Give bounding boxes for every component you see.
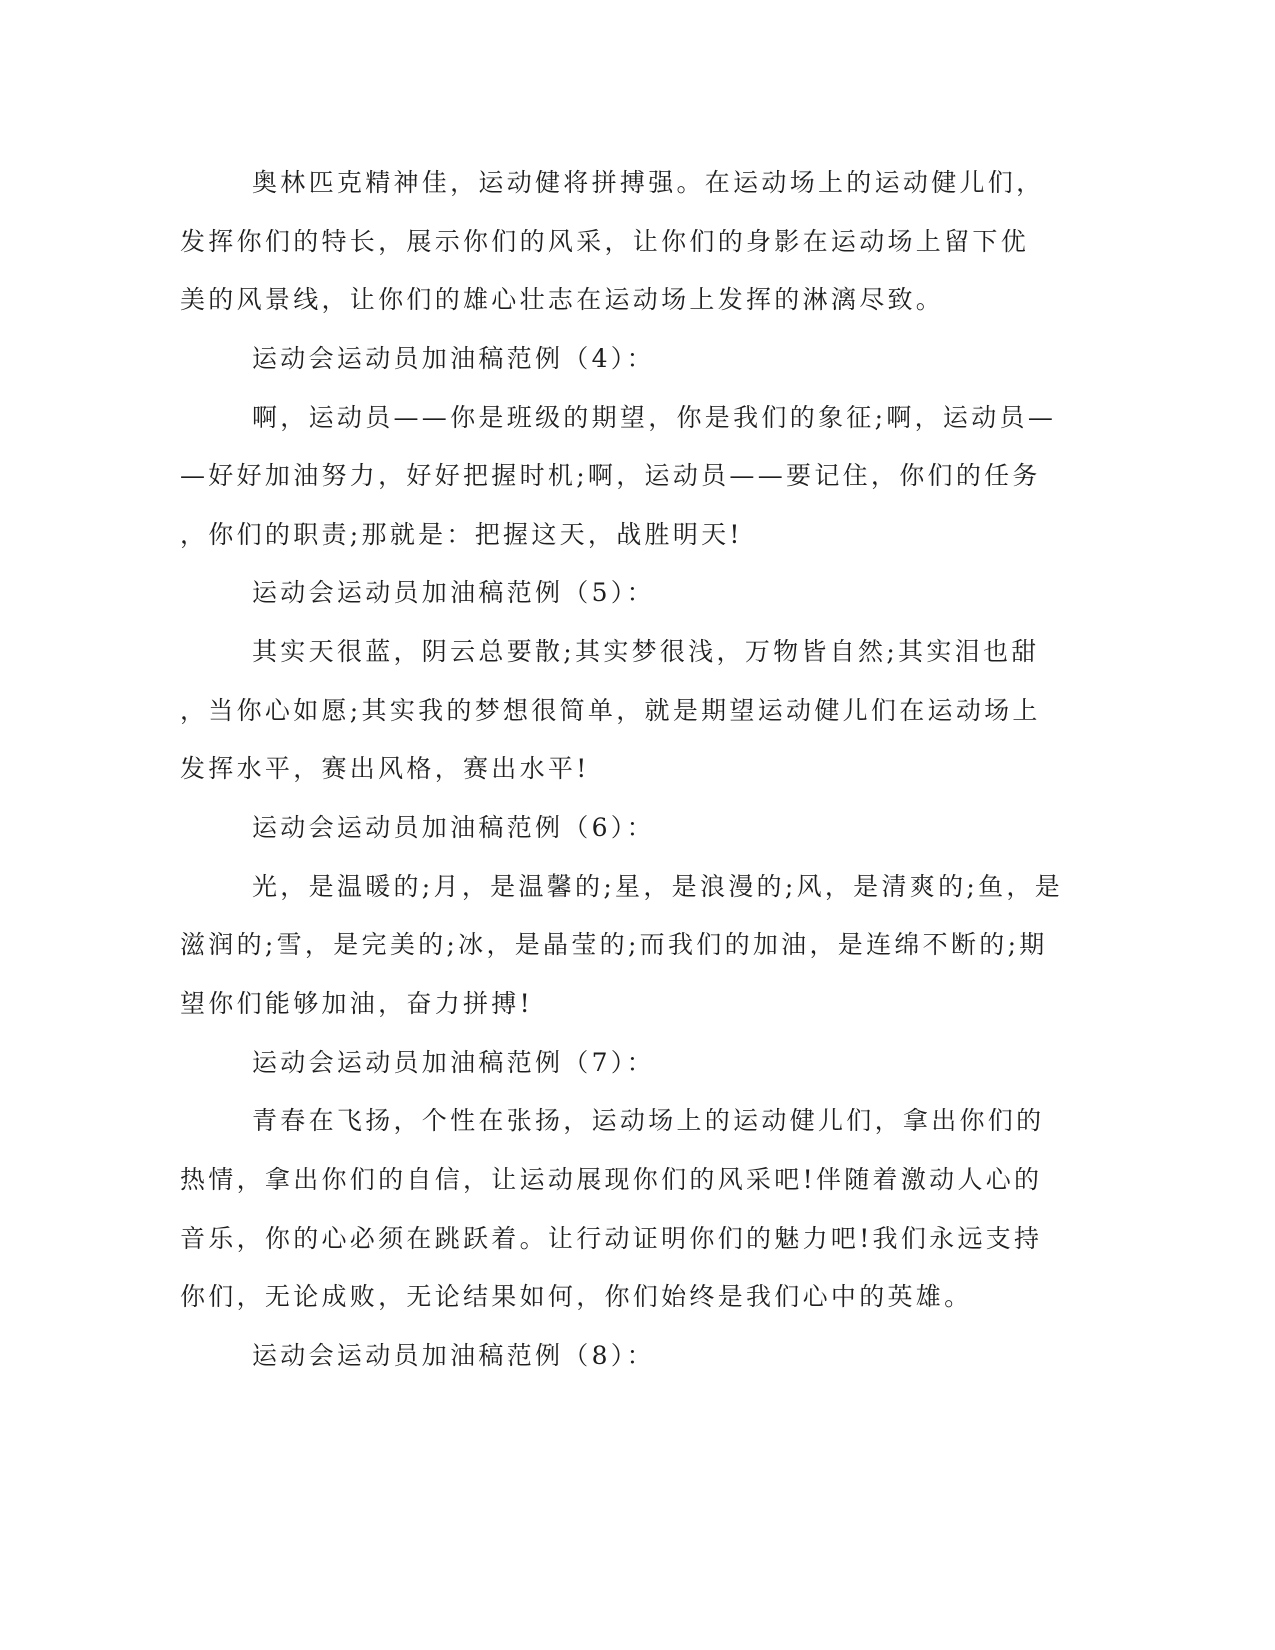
example-paragraph	[180, 1092, 1080, 1327]
text-line: ，当你心如愿;其实我的梦想很简单，就是期望运动健儿们在运动场上	[180, 695, 1041, 725]
section-heading: 运动会运动员加油稿范例（8）：	[252, 1340, 655, 1370]
section-heading: 运动会运动员加油稿范例（5）：	[252, 578, 655, 608]
example-paragraph	[180, 389, 1080, 565]
text-line: 奥林匹克精神佳，运动健将拼搏强。在运动场上的运动健儿们，	[252, 168, 1045, 197]
text-line: ，你们的职责;那就是：把握这天，战胜明天!	[180, 519, 743, 549]
text-line: 啊，运动员——你是班级的期望，你是我们的象征;啊，运动员—	[252, 402, 1057, 432]
intro-paragraph	[180, 154, 1080, 330]
example-paragraph	[180, 623, 1080, 799]
text-line: 热情，拿出你们的自信，让运动展现你们的风采吧!伴随着激动人心的	[180, 1164, 1043, 1194]
text-line: 望你们能够加油，奋力拼搏!	[180, 988, 533, 1018]
example-paragraph	[180, 858, 1080, 1034]
text-line: —好好加油努力，好好把握时机;啊，运动员——要记住，你们的任务	[180, 461, 1041, 491]
text-line: 音乐，你的心必须在跳跃着。让行动证明你们的魅力吧!我们永远支持	[180, 1223, 1043, 1253]
text-line: 发挥水平，赛出风格，赛出水平!	[180, 754, 590, 784]
text-line: 美的风景线，让你们的雄心壮志在运动场上发挥的淋漓尽致。	[180, 285, 945, 315]
section-heading: 运动会运动员加油稿范例（4）：	[252, 343, 655, 373]
text-line: 滋润的;雪，是完美的;冰，是晶莹的;而我们的加油，是连绵不断的;期	[180, 930, 1048, 960]
section-heading: 运动会运动员加油稿范例（7）：	[252, 1047, 655, 1077]
text-line: 光，是温暖的;月，是温馨的;星，是浪漫的;风，是清爽的;鱼，是	[252, 871, 1063, 901]
text-line: 青春在飞扬，个性在张扬，运动场上的运动健儿们，拿出你们的	[252, 1106, 1045, 1136]
text-line: 其实天很蓝，阴云总要散;其实梦很浅，万物皆自然;其实泪也甜	[252, 637, 1040, 667]
section-heading: 运动会运动员加油稿范例（6）：	[252, 813, 655, 843]
text-line: 你们，无论成败，无论结果如何，你们始终是我们心中的英雄。	[180, 1282, 973, 1312]
document-body	[180, 154, 1080, 1385]
text-line: 发挥你们的特长，展示你们的风采，让你们的身影在运动场上留下优	[180, 226, 1030, 256]
